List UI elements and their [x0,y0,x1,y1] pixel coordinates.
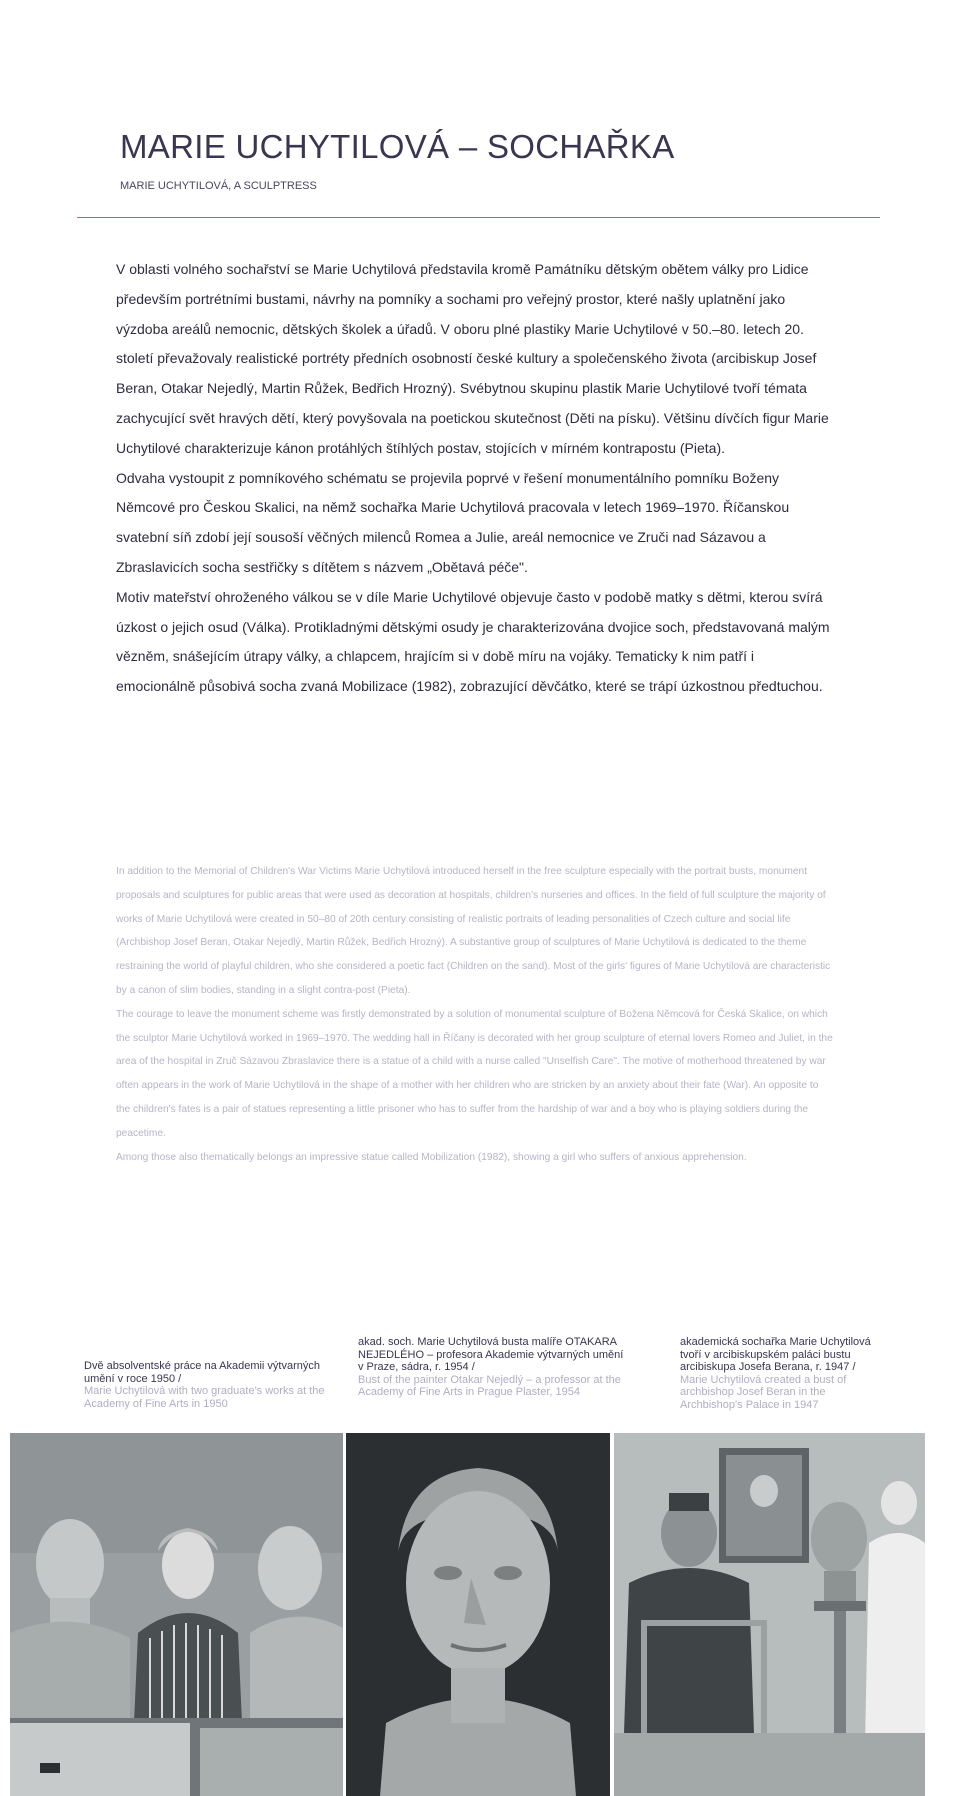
page-title: MARIE UCHYTILOVÁ – SOCHAŘKA [120,128,675,165]
english-paragraph: Among those also thematically belongs an impressive statue called Mobilization (1982), showing a girl who suffers of anxious apprehension. [116,1151,747,1163]
caption-english: Marie Uchytilová with two graduate's works at the Academy of Fine Arts in 1950 [84,1385,325,1410]
caption-english: Bust of the painter Otakar Nejedlý – a professor at the Academy of Fine Arts in Prague Plaster, 1954 [358,1373,621,1398]
english-paragraph: The courage to leave the monument scheme was firstly demonstrated by a solution of monumental sculpture of Božena Němcová for Česká Skalice, on which the sculptor Marie Uchytilová worked in 1969–1970. The wedding hall in Říčany is decorated with her group sculpture of eternal lovers Romeo and Juliet, in the area of the hospital in Zruč Sázavou Zbraslavice there is a statue of a child with a nurse called "Unselfish Care". The motive of motherhood threatened by war often appears in the work of Marie Uchytilová in the shape of a mother with her children who are stricken by an anxiety about their fate (War). An opposite to the children's fates is a pair of statues representing a little prisoner who has to suffer from the hardship of war and a boy who is playing soldiers during the peacetime. [116,1008,833,1139]
photo-caption-beran-bust [680,1336,890,1411]
photo-nejedly-bust [346,1433,610,1796]
photo-caption-graduate-works [84,1360,334,1410]
czech-text-block [116,255,834,702]
title-divider [77,217,880,218]
caption-czech: Dvě absolventské práce na Akademii výtvarných umění v roce 1950 / [84,1360,321,1385]
english-paragraph: In addition to the Memorial of Children's War Victims Marie Uchytilová introduced herself in the free sculpture especially with the portrait busts, monument proposals and sculptures for public areas that were used as decoration at hospitals, children's nurseries and offices. In the field of full sculpture the majority of works of Marie Uchytilová were created in 50–80 of 20th century consisting of realistic portraits of leading personalities of Czech culture and social life (Archbishop Josef Beran, Otakar Nejedlý, Martin Růžek, Bedřich Hrozný). A substantive group of sculptures of Marie Uchytilová is dedicated to the theme restraining the world of playful children, who she considered a poetic fact (Children on the sand). Most of the girls' figures of Marie Uchytilová are characteristic by a canon of slim bodies, standing in a slight contra-post (Pieta). [116,866,831,996]
czech-paragraph: Odvaha vystoupit z pomníkového schématu se projevila poprvé v řešení monumentálního pomníku Boženy Němcové pro Českou Skalici, na němž sochařka Marie Uchytilová pracovala v letech 1969–1970. Říčanskou svatební síň zdobí její sousoší věčných milenců Romea a Julie, areál nemocnice ve Zruči nad Sázavou a Zbraslavicích socha sestřičky s dítětem s názvem „Obětavá péče". [116,469,790,575]
english-text-block [116,860,834,1169]
photo-caption-nejedly-bust [358,1336,628,1399]
page-subtitle: MARIE UCHYTILOVÁ, A SCULPTRESS [120,180,317,192]
czech-paragraph: Motiv mateřství ohroženého válkou se v díle Marie Uchytilové objevuje často v podobě matky s dětmi, kterou svírá úzkost o jejich osud (Válka). Protikladnými dětskými osudy je charakterizována dvojice soch, představovaná malým vězněm, snášejícím útrapy války, a chlapcem, hrajícím si v době míru na vojáky. Tematicky k nim patří i emocionálně působivá socha zvaná Mobilizace (1982), zobrazující děvčátko, které se trápí úzkostnou předtuchou. [116,588,830,695]
caption-czech: akad. soch. Marie Uchytilová busta malíře OTAKARA NEJEDLÉHO – profesora Akademie výtvarných umění v Praze, sádra, r. 1954 / [358,1336,624,1373]
caption-english: Marie Uchytilová created a bust of archbishop Josef Beran in the Archbishop's Palace in 1947 [680,1373,847,1411]
photo-beran-bust-studio [614,1433,925,1796]
photo-sculptress-with-busts [10,1433,343,1796]
czech-paragraph: V oblasti volného sochařství se Marie Uchytilová představila kromě Památníku dětským obětem války pro Lidice především portrétními bustami, návrhy na pomníky a sochami pro veřejný prostor, které našly uplatnění jako výzdoba areálů nemocnic, dětských školek a úřadů. V oboru plné plastiky Marie Uchytilové v 50.–80. letech 20. století převažovaly realistické portréty předních osobností české kultury a společenského života (arcibiskup Josef Beran, Otakar Nejedlý, Martin Růžek, Bedřich Hrozný). Svébytnou skupinu plastik Marie Uchytilové tvoří témata zachycující svět hravých dětí, který povyšovala na poetickou skutečnost (Děti na písku). Většinu dívčích figur Marie Uchytilové charakterizuje kánon protáhlých štíhlých postav, stojících v mírném kontrapostu (Pieta). [116,261,829,456]
caption-czech: akademická sochařka Marie Uchytilová tvoří v arcibiskupském paláci bustu arcibiskupa Josefa Berana, r. 1947 / [680,1336,871,1373]
